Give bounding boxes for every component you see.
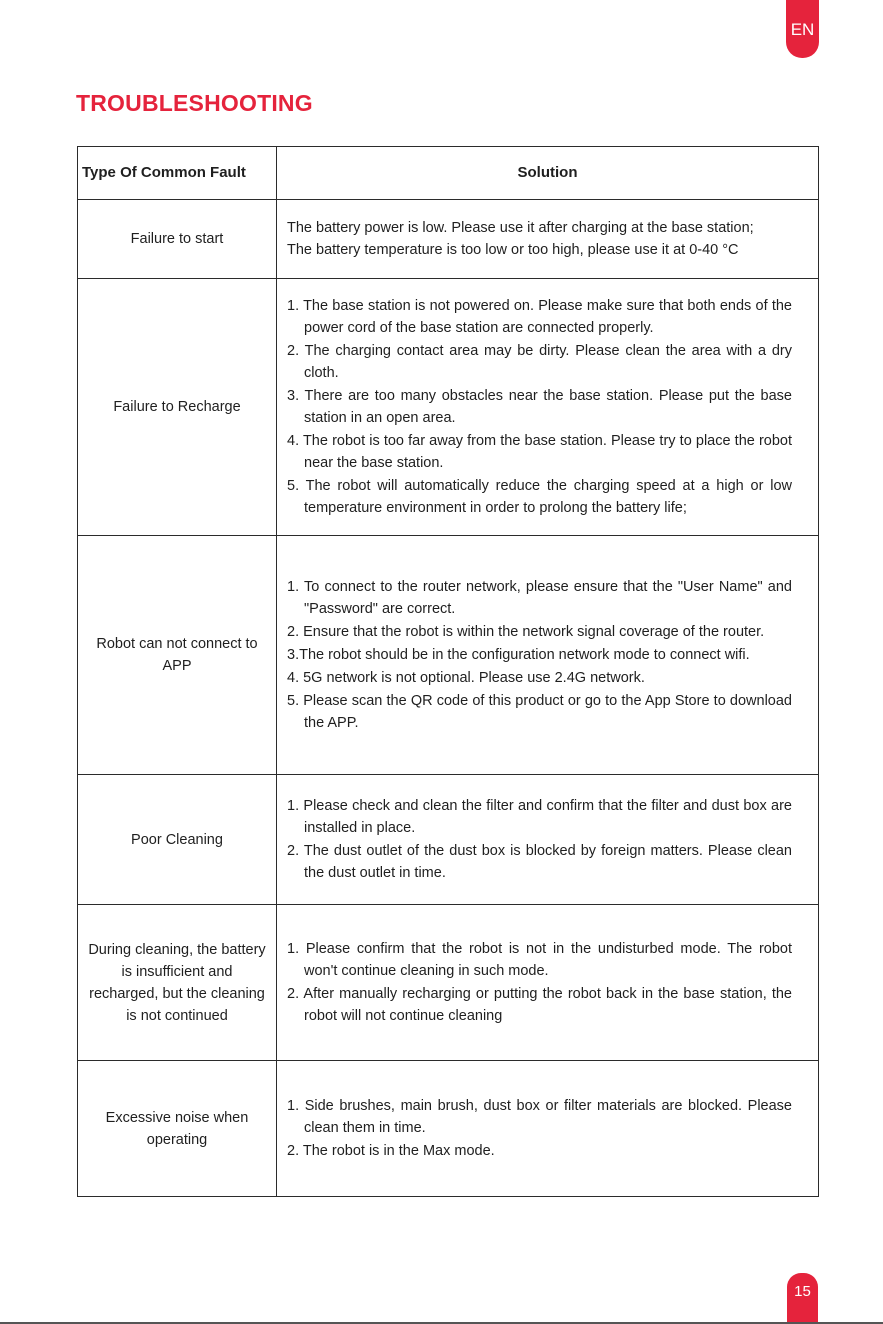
solution-item: 1. Side brushes, main brush, dust box or filter materials are blocked. Please clean them in time.: [287, 1097, 792, 1136]
page-title: TROUBLESHOOTING: [76, 90, 313, 116]
solution-cell: [277, 905, 819, 1061]
fault-type: During cleaning, the battery is insufficient and recharged, but the cleaning is not continued: [78, 905, 277, 1061]
solution-cell: [277, 279, 819, 536]
troubleshooting-table: [77, 146, 819, 1197]
header-solution: Solution: [277, 147, 819, 200]
language-tab: EN: [786, 0, 819, 58]
solution-line: The battery temperature is too low or too high, please use it at 0-40 °C: [287, 242, 739, 258]
solution-item: 3.The robot should be in the configuration network mode to connect wifi.: [287, 646, 750, 663]
solution-item: 2. Ensure that the robot is within the network signal coverage of the router.: [287, 623, 765, 640]
table-row: [78, 279, 819, 536]
solution-cell: [277, 775, 819, 905]
page-number: 15: [787, 1273, 818, 1324]
fault-type: Failure to Recharge: [78, 279, 277, 536]
solution-item: 1. Please check and clean the filter and confirm that the filter and dust box are installed in place.: [287, 797, 792, 836]
solution-cell: [277, 200, 819, 279]
solution-item: 5. Please scan the QR code of this product or go to the App Store to download the APP.: [287, 692, 792, 731]
table-row: [78, 905, 819, 1061]
solution-item: 4. 5G network is not optional. Please use 2.4G network.: [287, 669, 645, 686]
solution-item: 3. There are too many obstacles near the base station. Please put the base station in an open area.: [287, 387, 792, 426]
solution-item: 5. The robot will automatically reduce the charging speed at a high or low temperature environment in order to prolong the battery life;: [287, 477, 792, 516]
table-header-row: [78, 147, 819, 200]
solution-item: 2. The dust outlet of the dust box is blocked by foreign matters. Please clean the dust outlet in time.: [287, 842, 792, 881]
solution-item: 1. Please confirm that the robot is not in the undisturbed mode. The robot won't continue cleaning in such mode.: [287, 940, 792, 979]
table-row: [78, 200, 819, 279]
solution-item: 1. The base station is not powered on. Please make sure that both ends of the power cord of the base station are connected properly.: [287, 297, 792, 336]
fault-type: Robot can not connect to APP: [78, 536, 277, 775]
solution-item: 1. To connect to the router network, please ensure that the "User Name" and "Password" are correct.: [287, 578, 792, 617]
header-fault-type: Type Of Common Fault: [78, 147, 277, 200]
solution-item: 2. The charging contact area may be dirty. Please clean the area with a dry cloth.: [287, 342, 792, 381]
table-row: [78, 775, 819, 905]
solution-line: The battery power is low. Please use it after charging at the base station;: [287, 220, 754, 236]
table-row: [78, 1061, 819, 1197]
solution-cell: [277, 536, 819, 775]
fault-type: Failure to start: [78, 200, 277, 279]
table-row: [78, 536, 819, 775]
solution-cell: [277, 1061, 819, 1197]
solution-item: 2. After manually recharging or putting the robot back in the base station, the robot will not continue cleaning: [287, 985, 792, 1024]
fault-type: Excessive noise when operating: [78, 1061, 277, 1197]
solution-item: 4. The robot is too far away from the base station. Please try to place the robot near the base station.: [287, 432, 792, 471]
fault-type: Poor Cleaning: [78, 775, 277, 905]
solution-item: 2. The robot is in the Max mode.: [287, 1142, 495, 1159]
